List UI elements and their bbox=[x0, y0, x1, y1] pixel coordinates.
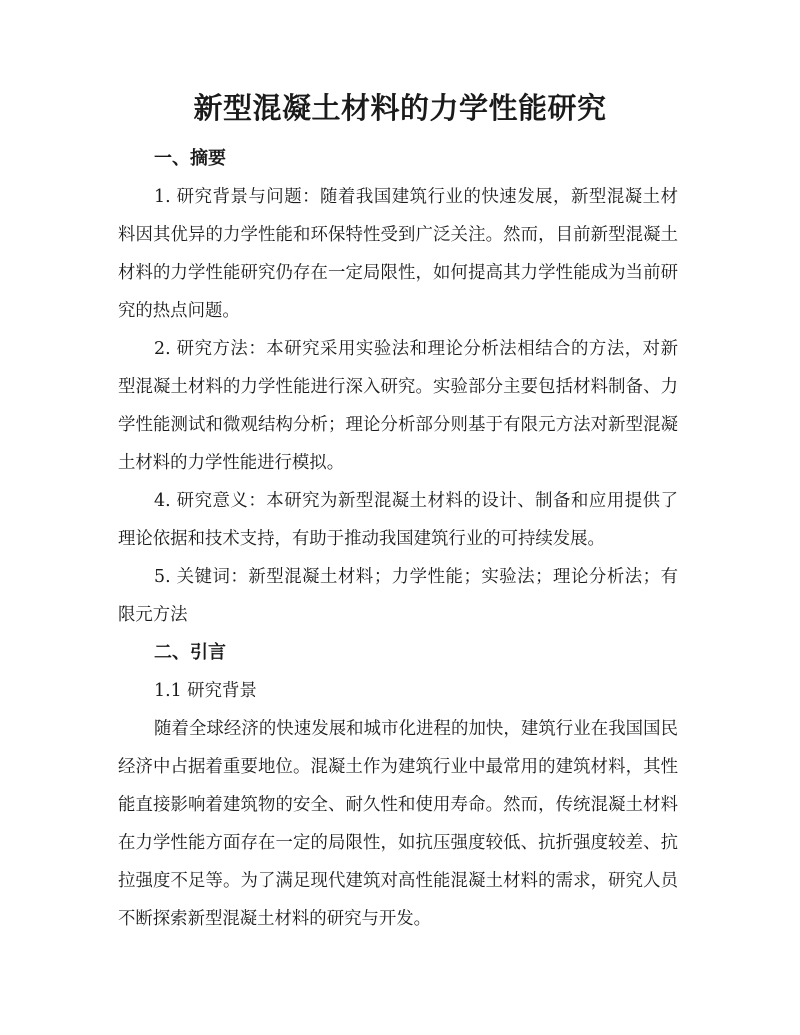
abstract-background-paragraph: 1. 研究背景与问题：随着我国建筑行业的快速发展，新型混凝土材料因其优异的力学性能和环保特性受到广泛关注。然而，目前新型混凝土材料的力学性能研究仍存在一定局限性，如何提高其力学性能成为当前研究的热点问题。 bbox=[118, 187, 678, 321]
document-title: 新型混凝土材料的力学性能研究 bbox=[193, 91, 607, 125]
abstract-section bbox=[118, 140, 678, 634]
document-body bbox=[118, 140, 678, 938]
abstract-heading: 一、摘要 bbox=[154, 148, 226, 169]
research-background-paragraph: 随着全球经济的快速发展和城市化进程的加快，建筑行业在我国国民经济中占据着重要地位。混凝土作为建筑行业中最常用的建筑材料，其性能直接影响着建筑物的安全、耐久性和使用寿命。然而，传统混凝土材料在力学性能方面存在一定的局限性，如抗压强度较低、抗折强度较差、抗拉强度不足等。为了满足现代建筑对高性能混凝土材料的需求，研究人员不断探索新型混凝土材料的研究与开发。 bbox=[118, 719, 678, 929]
abstract-keywords-paragraph: 5. 关键词：新型混凝土材料；力学性能；实验法；理论分析法；有限元方法 bbox=[118, 567, 678, 625]
abstract-methods-paragraph: 2. 研究方法：本研究采用实验法和理论分析法相结合的方法，对新型混凝土材料的力学性能进行深入研究。实验部分主要包括材料制备、力学性能测试和微观结构分析；理论分析部分则基于有限元方法对新型混凝土材料的力学性能进行模拟。 bbox=[118, 339, 678, 473]
research-background-subheading: 1.1 研究背景 bbox=[154, 681, 257, 701]
introduction-heading: 二、引言 bbox=[154, 642, 226, 663]
introduction-section bbox=[118, 634, 678, 938]
abstract-significance-paragraph: 4. 研究意义：本研究为新型混凝土材料的设计、制备和应用提供了理论依据和技术支持，有助于推动我国建筑行业的可持续发展。 bbox=[118, 491, 678, 549]
